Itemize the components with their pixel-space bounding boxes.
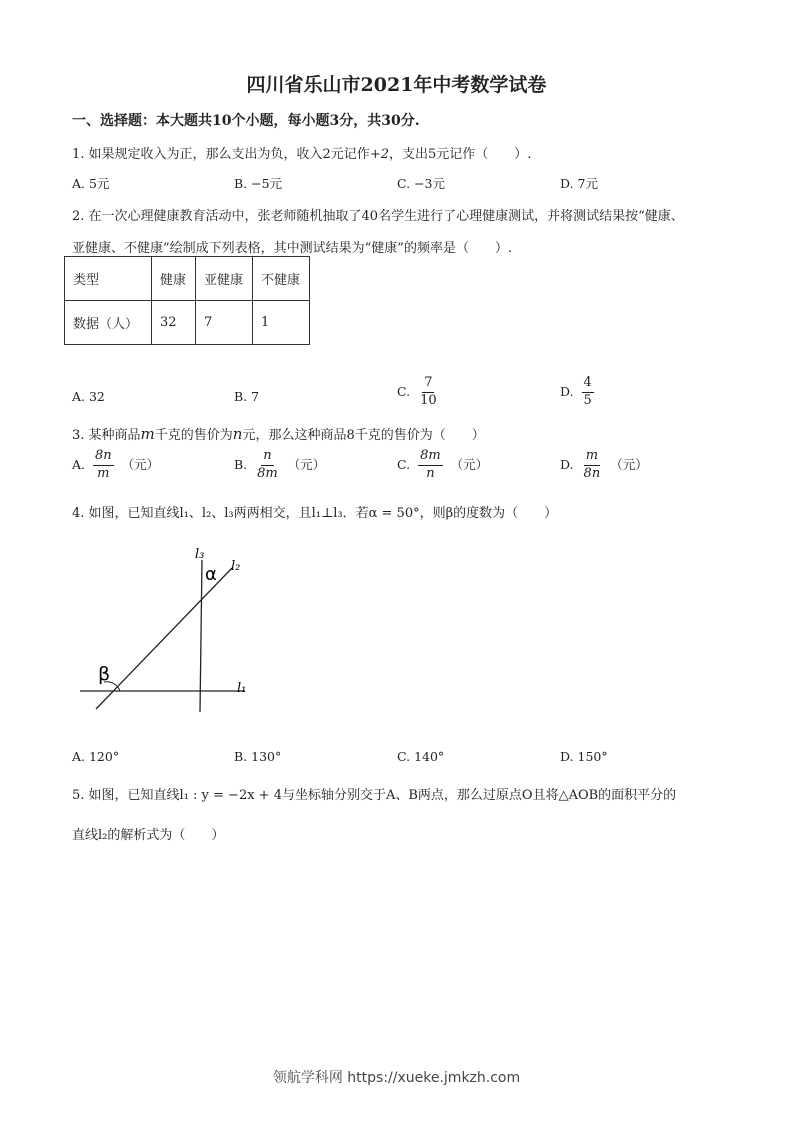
- question-3-option-c: [397, 449, 488, 482]
- unit: （元）: [610, 456, 648, 472]
- question-4-option-a: A. 120°: [72, 749, 120, 764]
- label-l1: l₁: [237, 681, 247, 696]
- question-1-option-d: D. 7元: [560, 176, 598, 191]
- numerator: 8n: [93, 449, 114, 466]
- question-4-option-d: D. 150°: [560, 749, 608, 764]
- table-row: [65, 301, 310, 345]
- fraction: [582, 449, 603, 482]
- question-4-option-c: C. 140°: [397, 749, 445, 764]
- fraction: [418, 376, 439, 409]
- fraction: [93, 449, 114, 482]
- option-label: C.: [397, 383, 411, 399]
- label-l3: l₃: [195, 547, 205, 562]
- denominator: n: [426, 465, 435, 481]
- unit: （元）: [121, 456, 160, 472]
- question-3-option-d: [560, 449, 648, 482]
- variable-n: n: [232, 425, 243, 443]
- section-heading: 一、选择题：本大题共10个小题，每小题3分，共30分.: [72, 113, 420, 129]
- denominator: m: [97, 465, 110, 481]
- numerator: m: [584, 449, 600, 466]
- question-1-option-c: C. −3元: [397, 176, 445, 191]
- denominator: 8m: [257, 465, 278, 481]
- numerator: n: [261, 449, 273, 466]
- table-cell: 7: [196, 301, 253, 345]
- option-label: D.: [560, 456, 574, 472]
- variable-m: m: [140, 425, 155, 443]
- stem-text: 3. 某种商品: [72, 428, 141, 443]
- unit: （元）: [287, 456, 326, 472]
- question-1-option-a: A. 5元: [72, 176, 110, 191]
- denominator: 5: [583, 392, 592, 408]
- question-4-option-b: B. 130°: [234, 749, 282, 764]
- label-beta: β: [98, 663, 111, 685]
- question-3-option-b: [234, 449, 325, 482]
- option-label: D.: [560, 383, 574, 399]
- table-header-cell: 健康: [152, 257, 196, 301]
- denominator: 10: [420, 392, 437, 408]
- table-header-cell: 亚健康: [196, 257, 253, 301]
- table-cell: 32: [152, 301, 196, 345]
- question-2-option-c: [397, 376, 443, 409]
- question-5-line-1: 5. 如图，已知直线l₁ : y = −2x + 4与坐标轴分别交于A、B两点，那么过原点O且将△AOB的面积平分的: [72, 788, 677, 803]
- numerator: 7: [422, 376, 434, 393]
- question-2-line-2: 亚健康、不健康”绘制成下列表格，其中测试结果为“健康”的频率是（ ）.: [72, 241, 513, 256]
- fraction: [255, 449, 280, 482]
- option-label: C.: [397, 456, 411, 472]
- numerator: 4: [582, 376, 594, 393]
- question-4-figure: [70, 540, 270, 720]
- stem-text: 元，那么这种商品8千克的售价为（ ）: [242, 428, 485, 443]
- denominator: 8n: [583, 465, 601, 481]
- question-2-option-b: B. 7: [234, 389, 260, 404]
- option-label: B.: [234, 456, 248, 472]
- line-l3: [200, 560, 202, 712]
- option-label: A.: [72, 456, 86, 472]
- question-1-option-b: B. −5元: [234, 176, 283, 191]
- numerator: 8m: [418, 449, 443, 466]
- table-cell: 数据（人）: [65, 301, 152, 345]
- question-2-option-d: [560, 376, 598, 409]
- question-3-option-a: [72, 449, 159, 482]
- question-4-stem: 4. 如图，已知直线l₁、l₂、l₃两两相交，且l₁⊥l₃．若α = 50°，则β的度数为（ ）: [72, 506, 558, 521]
- table-header-cell: 类型: [65, 257, 152, 301]
- question-1-stem: [72, 143, 531, 162]
- unit: （元）: [450, 456, 489, 472]
- question-2-line-1: 2. 在一次心理健康教育活动中，张老师随机抽取了40名学生进行了心理健康测试，并将测试结果按“健康、: [72, 209, 684, 224]
- page-title: 四川省乐山市2021年中考数学试卷: [246, 74, 547, 96]
- label-l2: l₂: [231, 559, 241, 574]
- question-3-stem: [72, 424, 485, 443]
- fraction: [582, 376, 594, 409]
- table-header-cell: 不健康: [253, 257, 310, 301]
- table-cell: 1: [253, 301, 310, 345]
- question-1-math: +2: [369, 147, 389, 162]
- footer-watermark: 领航学科网 https://xueke.jmkzh.com: [272, 1070, 521, 1086]
- label-alpha: α: [205, 564, 217, 585]
- table-header-row: [65, 257, 310, 301]
- question-5-line-2: 直线l₂的解析式为（ ）: [72, 828, 225, 843]
- question-1-stem-text-a: 1. 如果规定收入为正，那么支出为负，收入2元记作: [72, 147, 370, 162]
- question-2-option-a: A. 32: [72, 389, 105, 404]
- fraction: [418, 449, 443, 482]
- question-1-stem-text-b: ，支出5元记作（ ）.: [388, 147, 532, 162]
- stem-text: 千克的售价为: [154, 428, 233, 443]
- line-l2: [96, 568, 232, 709]
- question-2-table: [64, 256, 310, 345]
